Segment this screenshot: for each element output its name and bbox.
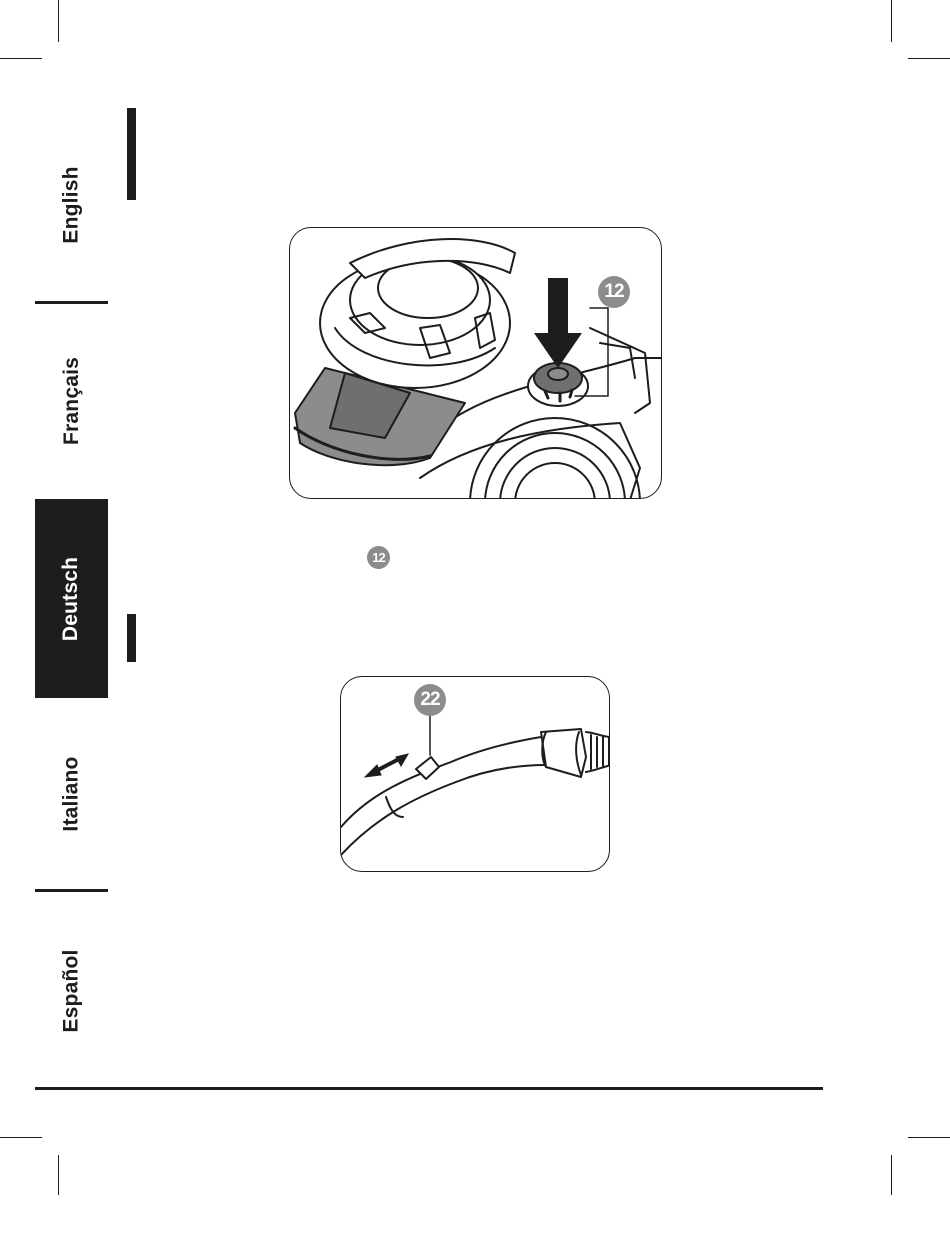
tab-english[interactable] [35,110,108,300]
crop-mark-bottom-left-horizontal [0,1137,42,1138]
slide-double-arrow-icon [365,754,408,777]
crop-mark-bottom-right-horizontal [908,1137,950,1138]
section-marker-bar [127,108,136,200]
tab-english-label: English [59,166,83,244]
tab-espanol[interactable] [35,896,108,1086]
tab-francais-label: Français [59,357,83,445]
crop-mark-bottom-right-vertical [891,1155,892,1195]
vacuum-dust-container-illustration [290,228,662,499]
press-down-arrow-icon [534,278,582,368]
tab-espanol-label: Español [59,949,83,1033]
crop-mark-top-left-horizontal [0,58,42,59]
hose-handle-illustration [341,677,610,872]
crop-mark-bottom-left-vertical [58,1155,59,1195]
section-marker-bar [127,614,136,662]
tab-deutsch-label: Deutsch [59,556,83,641]
page-bottom-rule [35,1087,823,1090]
crop-mark-top-left-vertical [58,0,59,42]
tab-italiano[interactable] [35,700,108,888]
figure-hose-airflow-slider [340,676,610,872]
inline-callout-12: 12 [367,546,390,569]
tab-divider [35,889,108,892]
tab-francais[interactable] [35,306,108,496]
crop-mark-top-right-horizontal [908,58,950,59]
figure-dust-container-release [289,227,662,499]
tab-italiano-label: Italiano [59,756,83,832]
tab-divider [35,301,108,304]
tab-deutsch[interactable] [35,499,108,698]
callout-number-12: 12 [598,276,630,308]
callout-number-22: 22 [414,684,446,716]
crop-mark-top-right-vertical [891,0,892,42]
